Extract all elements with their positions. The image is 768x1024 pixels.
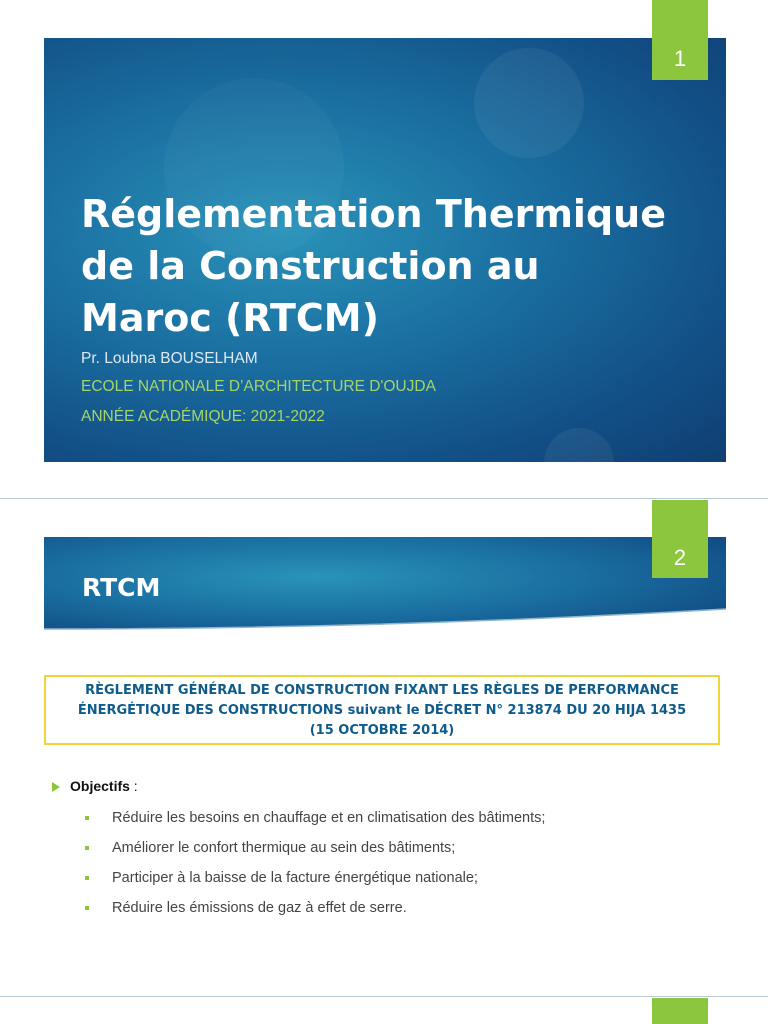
bokeh-decoration — [544, 428, 614, 462]
square-bullet-icon — [85, 816, 89, 820]
slide-1-year: ANNÉE ACADÉMIQUE: 2021-2022 — [81, 408, 325, 425]
square-bullet-icon — [85, 906, 89, 910]
slide-2-header — [44, 537, 726, 637]
decree-line: (15 OCTOBRE 2014) — [309, 723, 455, 738]
objectifs-heading — [52, 778, 138, 794]
slide-1-title-line: Réglementation Thermique — [81, 192, 666, 236]
slide-1-title-line: Maroc (RTCM) — [81, 296, 379, 340]
decree-box — [44, 675, 720, 745]
bokeh-decoration — [474, 48, 584, 158]
decree-line: ÉNERGÉTIQUE DES CONSTRUCTIONS suivant le DÉCRET N° 213874 DU 20 HIJA 1435 — [77, 703, 687, 718]
list-item-text: Réduire les besoins en chauffage et en climatisation des bâtiments; — [112, 810, 546, 826]
list-item-text: Améliorer le confort thermique au sein des bâtiments; — [112, 840, 456, 856]
slide-2-title: RTCM — [82, 573, 161, 602]
slide-1-title-line: de la Construction au — [81, 244, 540, 288]
slide-divider — [0, 498, 768, 499]
list-item — [85, 840, 455, 856]
square-bullet-icon — [85, 846, 89, 850]
slide-number-1: 1 — [652, 0, 708, 80]
slide-1-author: Pr. Loubna BOUSELHAM — [81, 350, 258, 367]
objectifs-label: Objectifs — [70, 778, 130, 794]
slide-1-school: ECOLE NATIONALE D’ARCHITECTURE D'OUJDA — [81, 378, 436, 395]
list-item — [85, 810, 545, 826]
slide-number-2: 2 — [652, 500, 708, 578]
slide-1-title — [81, 188, 701, 344]
list-item-text: Réduire les émissions de gaz à effet de serre. — [112, 900, 407, 916]
list-item — [85, 870, 478, 886]
slide-1 — [44, 38, 726, 462]
decree-line: RÈGLEMENT GÉNÉRAL DE CONSTRUCTION FIXANT LES RÈGLES DE PERFORMANCE — [85, 683, 679, 698]
square-bullet-icon — [85, 876, 89, 880]
objectifs-suffix: : — [129, 778, 138, 794]
list-item — [85, 900, 407, 916]
slide-number-3-tab — [652, 998, 708, 1024]
list-item-text: Participer à la baisse de la facture énergétique nationale; — [112, 870, 478, 886]
slide-divider — [0, 996, 768, 997]
triangle-bullet-icon — [52, 782, 60, 792]
